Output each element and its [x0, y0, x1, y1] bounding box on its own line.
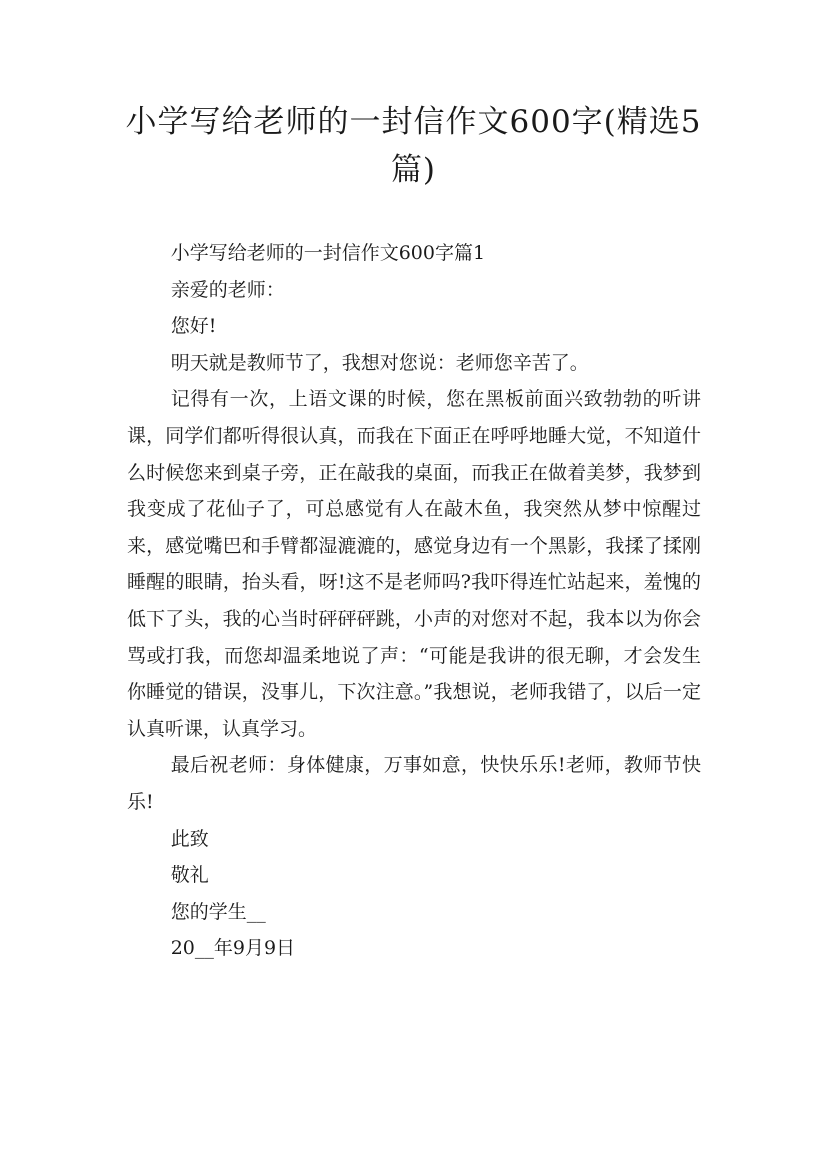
- letter-paragraph: 明天就是教师节了，我想对您说：老师您辛苦了。: [170, 351, 589, 374]
- letter-salutation: 亲爱的老师：: [170, 278, 285, 301]
- letter-signature: 您的学生__: [170, 900, 266, 923]
- letter-date: 20__年9月9日: [170, 937, 296, 960]
- letter-closing-regards: 敬礼: [170, 864, 209, 887]
- document-title: 小学写给老师的一封信作文600字(精选5篇): [125, 104, 702, 188]
- letter-paragraph: 记得有一次，上语文课的时候，您在黑板前面兴致勃勃的听讲课，同学们都听得很认真，而我在下面正在呼呼地睡大觉，不知道什么时候您来到桌子旁，正在敲我的桌面，而我正在做着美梦，我梦到我变成了花仙子了，可总感觉有人在敲木鱼，我突然从梦中惊醒过来，感觉嘴巴和手臂都湿漉漉的，感觉身边有一个黑影，我揉了揉刚睡醒的眼睛，抬头看，呀!这不是老师吗?我吓得连忙站起来，羞愧的低下了头，我的心当时砰砰砰跳，小声的对您对不起，我本以为你会骂或打我，而您却温柔地说了声：“可能是我讲的很无聊，才会发生你睡觉的错误，没事儿，下次注意。”我想说，老师我错了，以后一定认真听课，认真学习。: [127, 388, 701, 740]
- letter-paragraph: 最后祝老师：身体健康，万事如意，快快乐乐!老师，教师节快乐!: [127, 754, 701, 813]
- letter-greeting: 您好!: [170, 315, 217, 338]
- section-heading: 小学写给老师的一封信作文600字篇1: [170, 242, 486, 264]
- letter-closing: 此致: [170, 827, 209, 850]
- document-body: [127, 235, 701, 967]
